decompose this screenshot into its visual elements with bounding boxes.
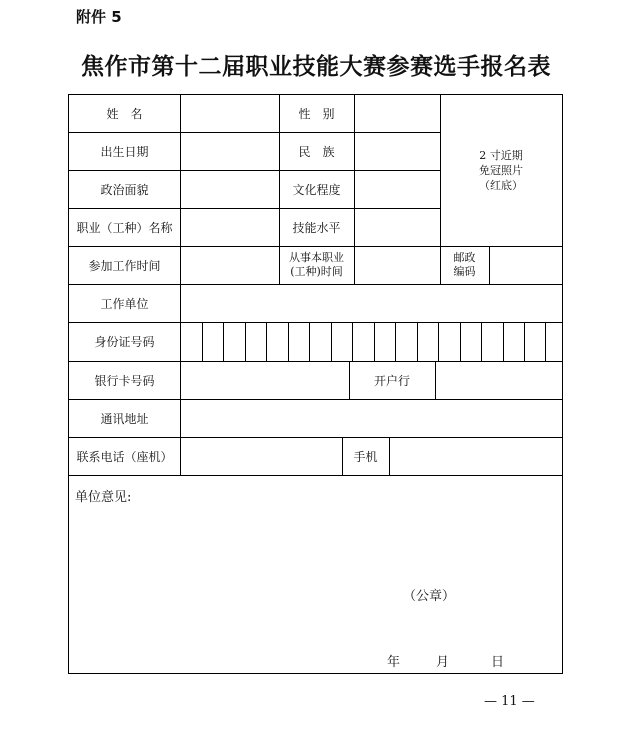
photo-instruction-line: 免冠照片: [479, 164, 523, 177]
employer-label: 工作单位: [100, 296, 149, 311]
name-label: 姓 名: [106, 107, 143, 121]
political-status-field[interactable]: [180, 170, 279, 208]
work-start-label: 参加工作时间: [88, 258, 161, 273]
postal-code-line: 邮政: [453, 251, 476, 264]
bank-card-field[interactable]: [180, 361, 349, 399]
employer-opinion-label: 单位意见:: [75, 490, 132, 505]
page-number: — 11 —: [484, 694, 535, 709]
landline-label: 联系电话（座机）: [76, 449, 173, 464]
occupation-label: 职业（工种）名称: [76, 220, 173, 235]
ethnicity-field[interactable]: [354, 132, 440, 170]
years-in-occupation-line: 从事本职业: [289, 251, 344, 264]
address-field[interactable]: [180, 399, 562, 437]
gender-label: 性 别: [298, 107, 335, 121]
birth-date-field[interactable]: [180, 132, 279, 170]
skill-level-field[interactable]: [354, 208, 440, 246]
mobile-field[interactable]: [389, 437, 562, 475]
gender-field[interactable]: [354, 95, 440, 132]
postal-code-field[interactable]: [489, 246, 562, 284]
row-divider: [69, 475, 562, 476]
name-field[interactable]: [180, 95, 279, 132]
day-label: 日: [491, 655, 505, 670]
postal-code-line: 编码: [453, 265, 476, 278]
years-in-occupation-field[interactable]: [354, 246, 440, 284]
registration-form-table: [68, 94, 563, 674]
official-seal-label: （公章）: [403, 589, 456, 604]
id-number-field[interactable]: [180, 322, 562, 361]
ethnicity-label: 民 族: [298, 144, 335, 159]
year-label: 年: [387, 655, 401, 670]
attachment-label: 附件 5: [76, 8, 122, 26]
education-label: 文化程度: [292, 182, 341, 197]
month-label: 月: [436, 655, 450, 670]
bank-branch-label: 开户行: [373, 373, 410, 388]
years-in-occupation-line: (工种)时间: [290, 265, 343, 278]
years-in-occupation-label: [279, 246, 354, 284]
bank-card-label: 银行卡号码: [94, 373, 155, 388]
photo-instruction-line: （红底）: [479, 179, 523, 192]
birth-date-label: 出生日期: [100, 144, 149, 159]
landline-field[interactable]: [180, 437, 342, 475]
education-field[interactable]: [354, 170, 440, 208]
employer-field[interactable]: [180, 284, 562, 322]
occupation-field[interactable]: [180, 208, 279, 246]
work-start-field[interactable]: [180, 246, 279, 284]
form-title: 焦作市第十二届职业技能大赛参赛选手报名表: [81, 53, 551, 80]
photo-box[interactable]: [440, 95, 562, 246]
bank-branch-field[interactable]: [435, 361, 562, 399]
postal-code-label: [440, 246, 489, 284]
id-number-label: 身份证号码: [94, 335, 155, 349]
skill-level-label: 技能水平: [292, 220, 341, 235]
mobile-label: 手机: [353, 449, 378, 464]
photo-instruction-line: 2 寸近期: [479, 149, 523, 162]
address-label: 通讯地址: [100, 411, 149, 426]
political-status-label: 政治面貌: [100, 182, 149, 197]
